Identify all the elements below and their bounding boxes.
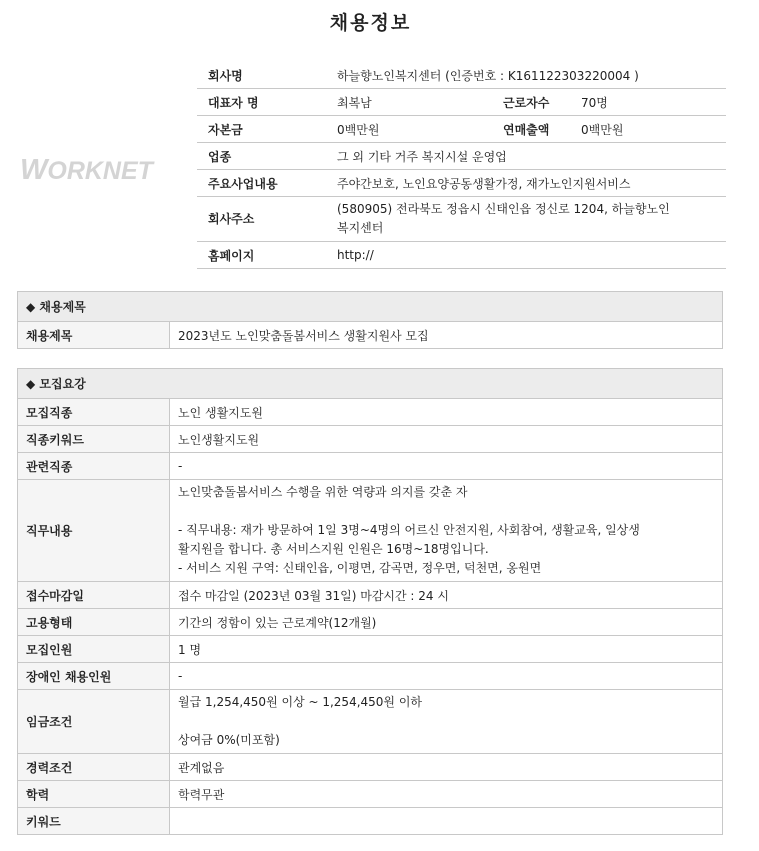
homepage-label: 홈페이지: [197, 242, 326, 269]
company-name-row: [197, 62, 726, 89]
industry-value: 그 외 기타 거주 복지시설 운영업: [326, 143, 726, 170]
capital-row: [197, 116, 726, 143]
workers-value: 70명: [570, 89, 726, 116]
worknet-logo: WORKNET: [20, 154, 153, 186]
education-label: 학력: [18, 781, 170, 808]
workers-label: 근로자수: [493, 89, 570, 116]
homepage-row: [197, 242, 726, 269]
title-section-header: ◆ 채용제목: [18, 292, 723, 322]
title-section-table: [17, 291, 723, 349]
address-label: 회사주소: [197, 197, 326, 242]
job-keyword-value: 노인생활지도원: [170, 426, 723, 453]
requirements-table: [17, 368, 723, 835]
recruit-count-label: 모집인원: [18, 636, 170, 663]
job-keyword-label: 직종키워드: [18, 426, 170, 453]
business-row: [197, 170, 726, 197]
capital-value: 0백만원: [326, 116, 493, 143]
title-value: 2023년도 노인맞춤돌봄서비스 생활지원사 모집: [170, 322, 723, 349]
company-info-table: [197, 62, 726, 269]
duty-value: [170, 480, 723, 582]
job-label: 모집직종: [18, 399, 170, 426]
industry-row: [197, 143, 726, 170]
wage-value: [170, 690, 723, 754]
wage-line-2: 상여금 0%(미포함): [178, 733, 280, 747]
employment-type-value: 기간의 정함이 있는 근로계약(12개월): [170, 609, 723, 636]
address-value: [326, 197, 726, 242]
duty-line-3: 활지원을 합니다. 총 서비스지원 인원은 16명~18명입니다.: [178, 542, 489, 556]
address-row: [197, 197, 726, 242]
requirements-header: ◆ 모집요강: [18, 369, 723, 399]
capital-label: 자본금: [197, 116, 326, 143]
recruit-count-value: 1 명: [170, 636, 723, 663]
disabled-hire-value: -: [170, 663, 723, 690]
ceo-value: 최복남: [326, 89, 493, 116]
sales-value: 0백만원: [570, 116, 726, 143]
job-value: 노인 생활지도원: [170, 399, 723, 426]
title-label: 채용제목: [18, 322, 170, 349]
employment-type-label: 고용형태: [18, 609, 170, 636]
duty-line-4: - 서비스 지원 구역: 신태인읍, 이평면, 감곡면, 정우면, 덕천면, 옹원면: [178, 561, 542, 575]
company-name-label: 회사명: [197, 62, 326, 89]
ceo-row: [197, 89, 726, 116]
company-name-value: 하늘향노인복지센터 (인증번호 : K161122303220004 ): [326, 62, 726, 89]
disabled-hire-label: 장애인 채용인원: [18, 663, 170, 690]
wage-line-1: 월급 1,254,450원 이상 ~ 1,254,450원 이하: [178, 695, 423, 709]
education-value: 학력무관: [170, 781, 723, 808]
ceo-label: 대표자 명: [197, 89, 326, 116]
wage-label: 임금조건: [18, 690, 170, 754]
keywords-label: 키워드: [18, 808, 170, 835]
homepage-link[interactable]: http://: [326, 242, 726, 269]
career-label: 경력조건: [18, 754, 170, 781]
duty-line-1: 노인맞춤돌봄서비스 수행을 위한 역량과 의지를 갖춘 자: [178, 485, 468, 499]
business-value: 주야간보호, 노인요양공동생활가정, 재가노인지원서비스: [326, 170, 726, 197]
keywords-value: [170, 808, 723, 835]
page-title: 채용정보: [329, 12, 412, 34]
sales-label: 연매출액: [493, 116, 570, 143]
address-line-1: (580905) 전라북도 정읍시 신태인읍 정신로 1204, 하늘향노인: [337, 202, 670, 216]
address-line-2: 복지센터: [337, 221, 384, 235]
duty-label: 직무내용: [18, 480, 170, 582]
deadline-label: 접수마감일: [18, 582, 170, 609]
related-job-value: -: [170, 453, 723, 480]
industry-label: 업종: [197, 143, 326, 170]
deadline-value: 접수 마감일 (2023년 03월 31일) 마감시간 : 24 시: [170, 582, 723, 609]
business-label: 주요사업내용: [197, 170, 326, 197]
career-value: 관계없음: [170, 754, 723, 781]
related-job-label: 관련직종: [18, 453, 170, 480]
duty-line-2: - 직무내용: 재가 방문하여 1일 3명~4명의 어르신 안전지원, 사회참여, 생활교육, 일상생: [178, 523, 640, 537]
